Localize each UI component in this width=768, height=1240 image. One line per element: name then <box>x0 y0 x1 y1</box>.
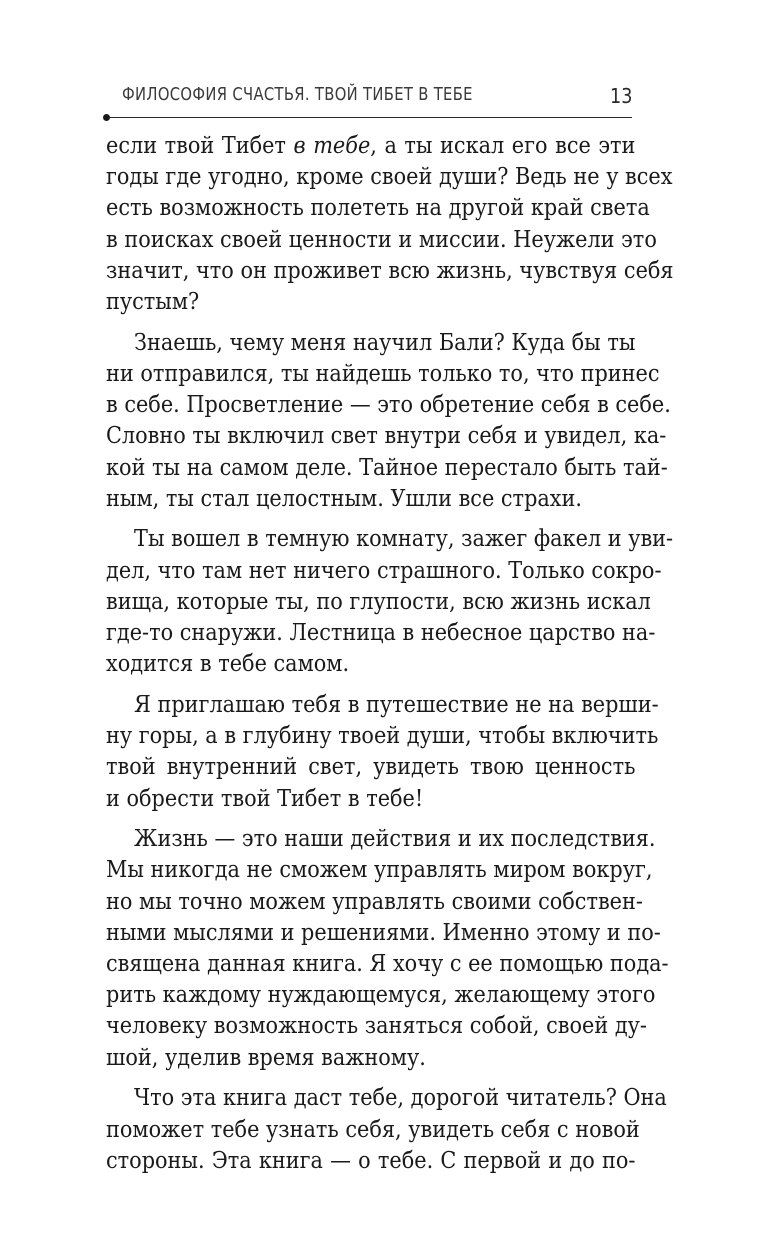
text-line: стороны. Эта книга — о тебе. С первой и до по- <box>106 1147 636 1174</box>
paragraph-6 <box>106 1083 667 1177</box>
paragraph-1 <box>106 131 674 318</box>
text-line: в себе. Просветление — это обретение себя в себе. <box>106 392 671 419</box>
text-line: Ты вошел в темную комнату, зажег факел и уви- <box>134 526 674 553</box>
text-line: ни отправился, ты найдешь только то, что принес <box>106 360 660 387</box>
text-line: в поисках своей ценности и миссии. Неужели это <box>106 226 657 253</box>
text-line: годы где угодно, кроме своей души? Ведь не у всех <box>106 164 673 191</box>
text-line: твой внутренний свет, увидеть твою ценность <box>106 754 636 781</box>
text-line: Жизнь — это наши действия и их последствия. <box>134 826 656 853</box>
paragraph-2 <box>106 328 671 515</box>
text-line: ными мыслями и решениями. Именно этому и по- <box>106 919 661 946</box>
text-line: есть возможность полететь на другой край света <box>106 195 650 222</box>
text-line: если твой Тибет в тебе, а ты искал его все эти <box>106 133 636 159</box>
running-title: ФИЛОСОФИЯ СЧАСТЬЯ. ТВОЙ ТИБЕТ В ТЕБЕ <box>122 84 473 105</box>
paragraph-4 <box>106 690 659 815</box>
text-line: Словно ты включил свет внутри себя и увидел, ка- <box>106 423 667 450</box>
emphasis: в тебе <box>293 133 371 159</box>
text-line: и обрести твой Тибет в тебе! <box>106 785 424 812</box>
page-number: 13 <box>609 84 632 108</box>
text-line: поможет тебе узнать себя, увидеть себя с новой <box>106 1116 640 1143</box>
text-line: рить каждому нуждающемуся, желающему этого <box>106 982 656 1009</box>
paragraph-5 <box>106 824 669 1074</box>
text-line: ным, ты стал целостным. Ушли все страхи. <box>106 485 583 512</box>
text-line: дел, что там нет ничего страшного. Только сокро- <box>106 557 662 584</box>
text-line: пустым? <box>106 289 200 316</box>
text-line: шой, уделив время важному. <box>106 1044 426 1071</box>
text-line: где-то снаружи. Лестница в небесное царство на- <box>106 620 656 647</box>
text-line: Знаешь, чему меня научил Бали? Куда бы ты <box>134 329 636 356</box>
paragraph-3 <box>106 524 674 680</box>
text-line: Я приглашаю тебя в путешествие не на верши- <box>134 691 659 718</box>
text-line: но мы точно можем управлять своими собствен- <box>106 888 643 915</box>
body-text <box>106 131 674 1187</box>
running-head <box>122 84 632 112</box>
text-line: кой ты на самом деле. Тайное перестало быть тай- <box>106 454 668 481</box>
text-line: вища, которые ты, по глупости, всю жизнь искал <box>106 588 651 615</box>
text-line: значит, что он проживет всю жизнь, чувствуя себя <box>106 257 674 284</box>
text-line: человеку возможность заняться собой, своей ду- <box>106 1013 647 1040</box>
text-line: Мы никогда не сможем управлять миром вокруг, <box>106 857 653 884</box>
text-line: ходится в тебе самом. <box>106 651 350 678</box>
text-line: ну горы, а в глубину твоей души, чтобы включить <box>106 723 659 750</box>
header-rule-dot <box>103 114 110 121</box>
text-line: Что эта книга даст тебе, дорогой читатель? Она <box>134 1085 667 1112</box>
header-rule <box>110 117 632 118</box>
text-line: священа данная книга. Я хочу с ее помощью пода- <box>106 951 669 978</box>
